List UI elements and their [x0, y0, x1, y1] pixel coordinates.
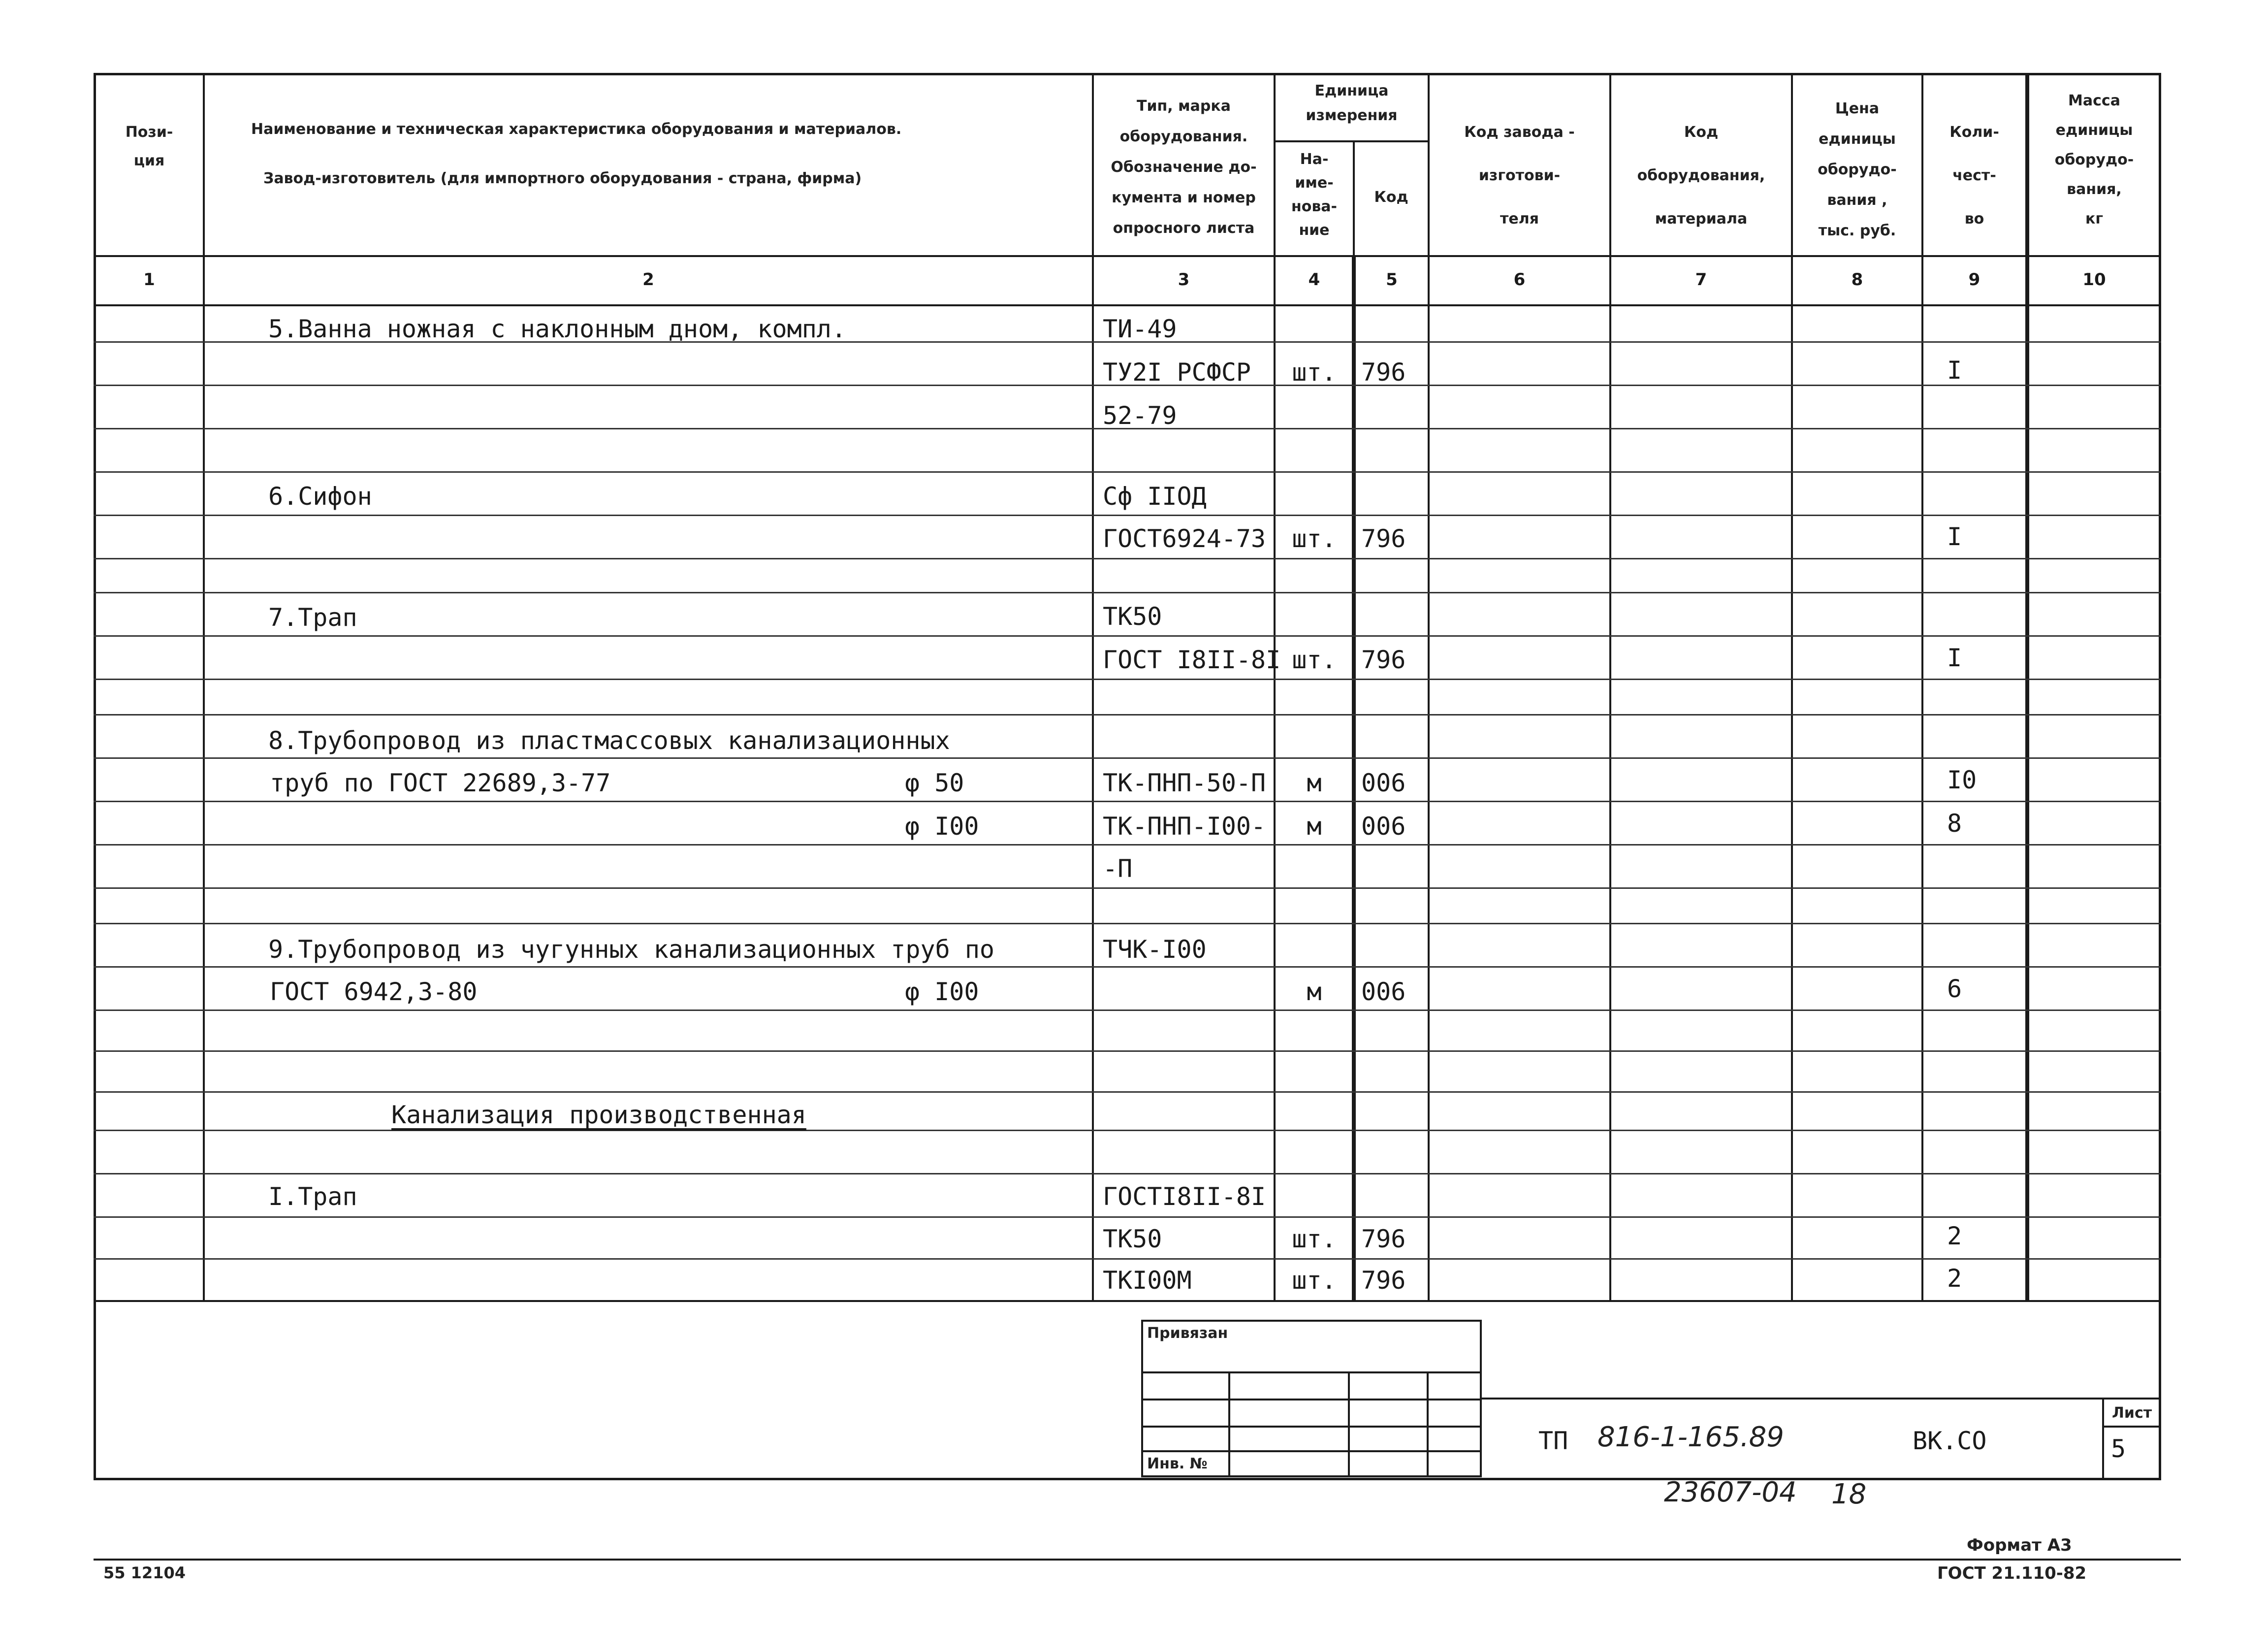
stamp-divider: [1348, 1371, 1350, 1477]
header-unit-name: На- име- нова- ние: [1291, 151, 1338, 239]
item-type: ГОСТ I8II-8I: [1103, 646, 1281, 674]
item-diameter: φ 50: [905, 769, 964, 797]
item-quantity: 2: [1947, 1264, 1962, 1293]
row-line: [94, 1173, 2161, 1174]
item-quantity: I: [1947, 522, 1962, 551]
col-number: 6: [1513, 270, 1526, 290]
item-unit: м: [1307, 769, 1322, 797]
header-unit-code: Код: [1374, 189, 1408, 206]
item-unit-code: 006: [1361, 977, 1406, 1006]
sheet-label: Лист: [2112, 1404, 2152, 1422]
item-type: ТКI00М: [1103, 1266, 1192, 1295]
item-unit-code: 796: [1361, 524, 1406, 553]
header-price: Цена единицы оборудо- вания , тыс. руб.: [1818, 100, 1897, 239]
header-position: Пози- ция: [125, 124, 173, 169]
item-type: ГОСТI8II-8I: [1103, 1182, 1266, 1211]
item-diameter: φ I00: [905, 977, 979, 1006]
inv-number-label: Инв. №: [1147, 1455, 1208, 1472]
item-unit: шт.: [1292, 524, 1337, 553]
item-type: 52-79: [1103, 401, 1177, 430]
col-number-line: [94, 304, 2161, 306]
tp-prefix: ТП: [1538, 1427, 1568, 1455]
item-unit-code: 796: [1361, 1266, 1406, 1295]
bound-label: Привязан: [1147, 1325, 1228, 1342]
item-type: ТК-ПНП-50-П: [1103, 769, 1266, 797]
col-number: 8: [1851, 270, 1863, 290]
item-name: 8.Трубопровод из пластмассовых канализационных: [268, 726, 950, 755]
col-number: 10: [2082, 270, 2106, 290]
item-type: ТУ2I РСФСР: [1103, 358, 1251, 387]
handwritten-mark: 18: [1831, 1478, 1867, 1510]
project-code: 816-1-165.89: [1597, 1421, 1784, 1453]
gost-label: ГОСТ 21.110-82: [1937, 1563, 2087, 1583]
row-line: [94, 1091, 2161, 1093]
row-line: [94, 471, 2161, 473]
item-name: ГОСТ 6942,3-80: [270, 977, 478, 1006]
item-type: -П: [1103, 854, 1133, 883]
item-unit: м: [1307, 812, 1322, 841]
item-quantity: I0: [1947, 766, 1977, 794]
header-quantity: Коли- чест- во: [1949, 124, 1999, 228]
item-quantity: I: [1947, 644, 1962, 672]
item-unit-code: 006: [1361, 812, 1406, 841]
row-line: [94, 923, 2161, 924]
row-line: [94, 1050, 2161, 1052]
item-unit-code: 796: [1361, 358, 1406, 387]
header-type: Тип, марка оборудования. Обозначение до- кумента и номер опросного листа: [1111, 98, 1257, 237]
item-unit: шт.: [1292, 646, 1337, 674]
row-line: [94, 592, 2161, 593]
title-block-line: [1482, 1398, 2161, 1400]
header-name-line2: Завод-изготовитель (для импортного оборудования - страна, фирма): [263, 170, 862, 187]
item-unit: шт.: [1292, 1225, 1337, 1253]
header-equipment-code: Код оборудования, материала: [1637, 124, 1765, 228]
item-diameter: φ I00: [905, 812, 979, 841]
item-name: 6.Сифон: [268, 482, 372, 511]
header-manufacturer-code: Код завода - изготови- теля: [1464, 124, 1575, 228]
item-type: ГОСТ6924-73: [1103, 524, 1266, 553]
handwritten-number: 23607-04: [1664, 1476, 1797, 1508]
stamp-divider: [1228, 1371, 1230, 1477]
item-name: 5.Ванна ножная с наклонным дном, компл.: [268, 315, 846, 343]
item-unit: м: [1307, 977, 1322, 1006]
item-type: ТК50: [1103, 1225, 1162, 1253]
item-name: 7.Трап: [268, 603, 357, 632]
col-divider: [2025, 73, 2029, 1302]
left-code-label: 55 12104: [103, 1563, 186, 1582]
sheet-number: 5: [2111, 1434, 2126, 1463]
item-type: ТЧК-I00: [1103, 935, 1207, 964]
item-quantity: I: [1947, 356, 1962, 385]
col-number: 7: [1695, 270, 1707, 290]
bottom-rule: [94, 1559, 2181, 1561]
item-type: ТК-ПНП-I00-: [1103, 812, 1266, 841]
stamp-line: [1141, 1426, 1482, 1428]
col-number: 4: [1308, 270, 1320, 290]
stamp-line: [1141, 1399, 1482, 1400]
item-unit: шт.: [1292, 358, 1337, 387]
header-mass: Масса единицы оборудо- вания, кг: [2054, 92, 2134, 228]
item-quantity: 2: [1947, 1222, 1962, 1250]
item-quantity: 6: [1947, 975, 1962, 1003]
header-name-line1: Наименование и техническая характеристика оборудования и материалов.: [251, 121, 902, 138]
col-number: 9: [1968, 270, 1981, 290]
item-name: 9.Трубопровод из чугунных канализационных труб по: [268, 935, 995, 964]
unit-group-divider: [1274, 140, 1430, 142]
item-type: Сф IIОД: [1103, 482, 1207, 511]
item-unit-code: 796: [1361, 646, 1406, 674]
item-name: труб по ГОСТ 22689,3-77: [270, 769, 611, 797]
item-name: I.Трап: [268, 1182, 357, 1211]
stamp-line: [1141, 1371, 1482, 1373]
section-code: ВК.СО: [1913, 1427, 1987, 1455]
item-type: ТК50: [1103, 602, 1162, 631]
format-label: Формат А3: [1967, 1535, 2072, 1555]
item-unit: шт.: [1292, 1266, 1337, 1295]
item-unit-code: 796: [1361, 1225, 1406, 1253]
col-number: 1: [143, 270, 155, 290]
header-unit-group: Единица измерения: [1306, 82, 1398, 124]
col-number: 5: [1386, 270, 1398, 290]
section-title: Канализация производственная: [391, 1101, 806, 1129]
item-quantity: 8: [1947, 809, 1962, 838]
stamp-line: [1141, 1450, 1482, 1452]
row-line: [94, 714, 2161, 716]
stamp-divider: [1427, 1371, 1429, 1477]
col-number: 3: [1178, 270, 1190, 290]
col-number: 2: [642, 270, 654, 290]
item-unit-code: 006: [1361, 769, 1406, 797]
item-type: ТИ-49: [1103, 315, 1177, 343]
